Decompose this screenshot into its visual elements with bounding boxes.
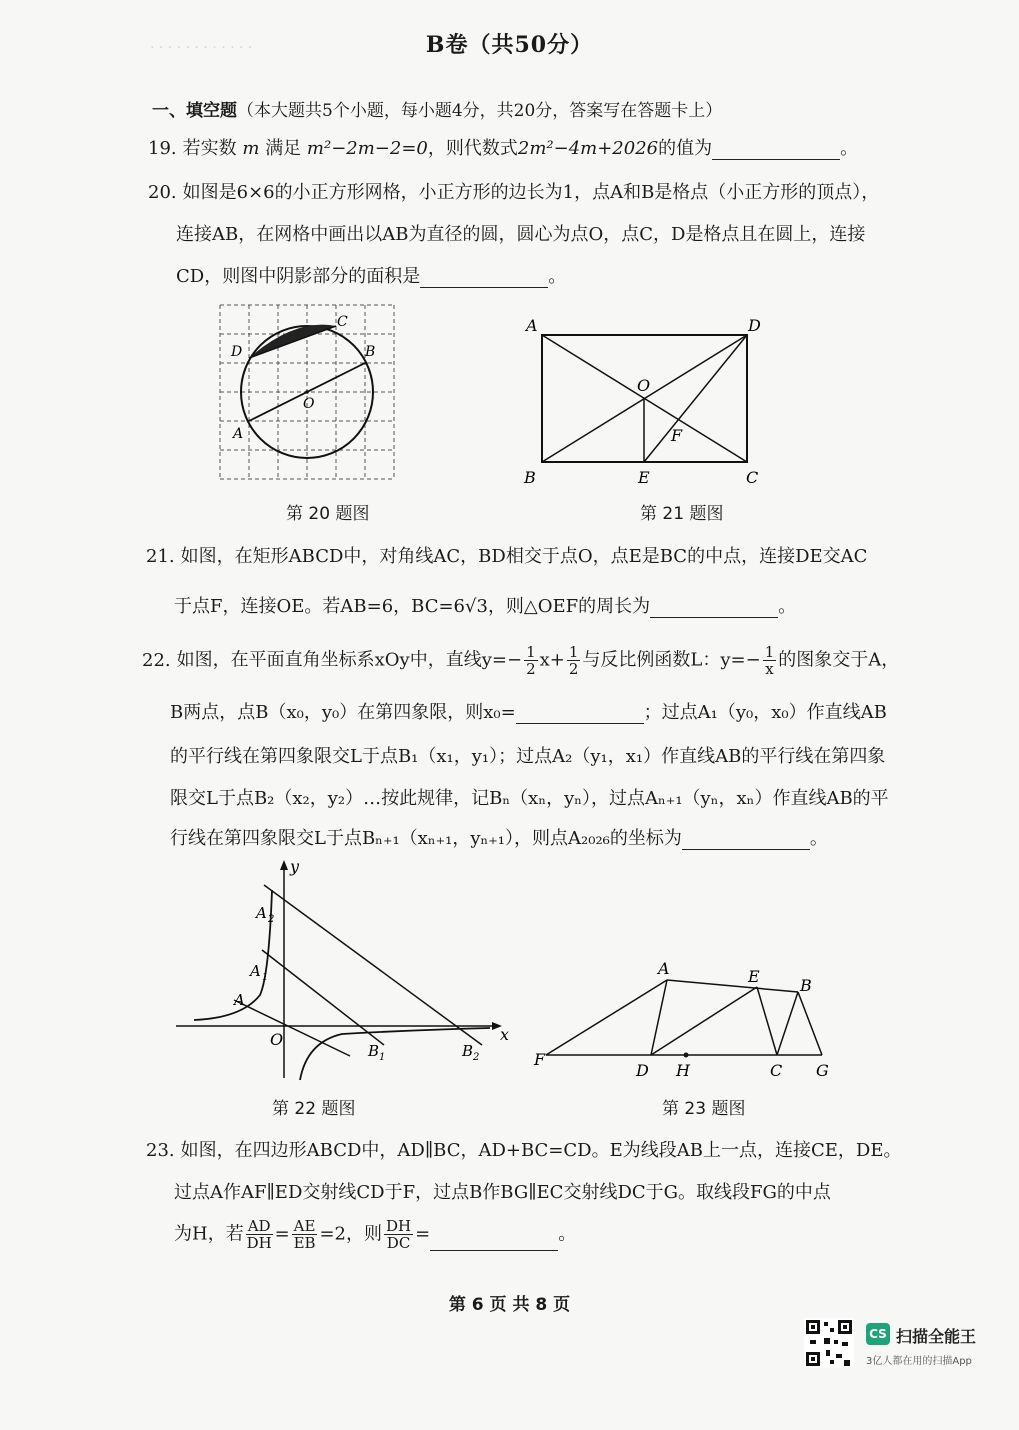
answer-blank[interactable] — [420, 269, 548, 288]
fraction-denominator: 2 — [568, 660, 579, 678]
figure-21-rectangle — [520, 315, 770, 490]
section-b-title: B卷（共50分） — [425, 32, 594, 58]
question-21-line1 — [146, 542, 867, 568]
question-20-line2: 连接AB，在网格中画出以AB为直径的圆，圆心为点O，点C，D是格点且在圆上，连接 — [176, 224, 866, 245]
section-label: 一、填空题 — [152, 101, 237, 121]
q21-text: ，则△OEF的周长为 — [487, 596, 651, 617]
question-22-line4: 限交L于点B₂（x₂，y₂）…按此规律，记Bₙ（xₙ，yₙ），过点Aₙ₊₁（yₙ，xₙ）作直线AB的平 — [170, 788, 889, 809]
question-19 — [148, 134, 858, 160]
question-22-line2 — [170, 698, 887, 724]
fig21-label-f: F — [671, 426, 683, 445]
fraction-denominator: x — [765, 660, 774, 678]
fig20-label-d: D — [231, 344, 243, 360]
q19-text: ，则代数式 — [427, 138, 518, 159]
q22-text: B两点，点B（x₀，y₀）在第四象限，则x₀= — [170, 702, 516, 723]
q22-end: 。 — [809, 828, 828, 849]
fig21-label-o: O — [637, 376, 651, 395]
fig23-label-d: D — [636, 1061, 649, 1080]
q19-expression: 2m²−4m+2026 — [517, 138, 659, 159]
q21-sqrt: √3 — [465, 596, 488, 617]
figure-23-quadrilateral — [530, 958, 840, 1083]
fig23-label-a: A — [658, 959, 670, 978]
q19-variable: m — [242, 138, 260, 159]
q23-text: = — [415, 1223, 431, 1245]
question-22-line3: 的平行线在第四象限交L于点B₁（x₁，y₁）；过点A₂（y₁，x₁）作直线AB的平行线在第四象 — [170, 746, 886, 767]
fraction-half — [524, 644, 538, 677]
section-heading — [152, 96, 722, 121]
fig21-label-a: A — [526, 316, 538, 335]
fraction-dh-dc — [384, 1218, 413, 1251]
figure-21-caption: 第 21 题图 — [640, 504, 724, 524]
camscanner-slogan: 3亿人都在用的扫描App — [866, 1356, 972, 1367]
answer-blank[interactable] — [516, 705, 644, 724]
camscanner-name: 扫描全能王 — [896, 1327, 977, 1346]
q21-end: 。 — [778, 596, 797, 617]
fraction-numerator: AE — [293, 1217, 316, 1235]
fig21-label-b: B — [524, 468, 536, 487]
q19-equation: m²−2m−2=0 — [306, 138, 428, 159]
fig23-label-e: E — [748, 967, 760, 986]
fraction-half — [567, 644, 581, 677]
q19-text: 若实数 — [182, 138, 237, 159]
fraction-numerator: 1 — [526, 643, 536, 661]
fig22-label-a2: A — [256, 904, 267, 922]
fig23-label-f: F — [534, 1050, 546, 1069]
q22-text: 的图象交于A， — [778, 649, 900, 671]
fig21-label-e: E — [638, 468, 650, 487]
fraction-denominator: EB — [293, 1234, 316, 1252]
fraction-numerator: DH — [386, 1217, 412, 1235]
q22-text: 行线在第四象限交L于点Bₙ₊₁（xₙ₊₁，yₙ₊₁），则点A₂₀₂₆的坐标为 — [170, 828, 682, 849]
fig22-label-b2: B — [462, 1042, 474, 1060]
answer-blank[interactable] — [712, 141, 840, 160]
fig23-label-b: B — [800, 976, 812, 995]
q23-text: 如图，在四边形ABCD中，AD∥BC，AD+BC=CD。E为线段AB上一点，连接CE，DE。 — [180, 1140, 902, 1161]
figure-20-caption: 第 20 题图 — [286, 504, 370, 524]
q20-end: 。 — [548, 266, 567, 287]
answer-blank[interactable] — [430, 1232, 558, 1251]
question-23-line3 — [174, 1218, 576, 1251]
figure-22-caption: 第 22 题图 — [272, 1099, 356, 1119]
q23-text: = — [274, 1223, 290, 1245]
figure-22-coordinate-plane — [172, 850, 512, 1085]
fig21-label-d: D — [748, 316, 761, 335]
fig22-label-a: A — [234, 991, 245, 1009]
fig22-label-a1: A — [250, 962, 261, 980]
q20-text: 如图是6×6的小正方形网格，小正方形的边长为1，点A和B是格点（小正方形的顶点）， — [182, 182, 880, 203]
fig23-label-h: H — [676, 1061, 690, 1080]
figure-20-grid-circle — [215, 300, 400, 485]
fig22-label-b1: B — [368, 1042, 380, 1060]
q22-text: 如图，在平面直角坐标系xOy中，直线y=− — [176, 649, 523, 671]
question-22-line1 — [142, 644, 899, 677]
question-number: 20. — [148, 182, 177, 203]
q22-text: 与反比例函数L：y=− — [582, 649, 761, 671]
question-21-line2 — [174, 592, 796, 618]
q23-text: 为H，若 — [174, 1223, 244, 1245]
fraction-denominator: DC — [386, 1234, 411, 1252]
fig20-label-b: B — [365, 344, 376, 360]
camscanner-logo-icon: CS — [866, 1323, 890, 1345]
q20-text: CD，则图中阴影部分的面积是 — [176, 266, 421, 287]
fig22-label-y: y — [290, 857, 300, 876]
fig22-label-o: O — [270, 1030, 284, 1049]
fraction-ad-dh — [246, 1218, 273, 1251]
question-number: 19. — [148, 138, 177, 159]
q23-text: =2，则 — [319, 1223, 382, 1245]
question-23-line2: 过点A作AF∥ED交射线CD于F，过点B作BG∥EC交射线DC于G。取线段FG的中点 — [174, 1182, 831, 1203]
svg-text:2: 2 — [473, 1052, 480, 1063]
question-23-line1 — [146, 1136, 901, 1162]
fig20-label-c: C — [337, 314, 348, 330]
figure-23-caption: 第 23 题图 — [662, 1099, 746, 1119]
fraction-numerator: 1 — [764, 643, 775, 661]
question-20-line1 — [148, 178, 879, 204]
bleed-through-text: · · · · · · · · · · · · — [150, 40, 253, 56]
fig23-label-c: C — [770, 1061, 783, 1080]
page-footer: 第 6 页 共 8 页 — [448, 1295, 571, 1315]
fraction-denominator: DH — [246, 1234, 272, 1252]
question-number: 23. — [146, 1140, 175, 1161]
q19-text: 满足 — [265, 138, 302, 159]
q19-end: 。 — [840, 138, 859, 159]
fraction-ae-eb — [292, 1218, 318, 1251]
fig23-label-g: G — [816, 1061, 829, 1080]
q22-text: ；过点A₁（y₀，x₀）作直线AB — [643, 702, 887, 723]
q19-text: 的值为 — [658, 138, 713, 159]
fraction-inverse-x — [763, 644, 777, 677]
q23-end: 。 — [558, 1223, 577, 1245]
question-20-line3 — [176, 262, 566, 288]
fig20-label-a: A — [233, 426, 244, 442]
q21-text: 如图，在矩形ABCD中，对角线AC，BD相交于点O，点E是BC的中点，连接DE交AC — [180, 546, 868, 567]
fig22-label-x: x — [500, 1025, 510, 1044]
q22-text: x+ — [539, 649, 565, 671]
fig20-label-o: O — [303, 396, 315, 412]
qr-code-icon — [804, 1318, 854, 1368]
svg-text:1: 1 — [262, 972, 269, 983]
q21-text: 于点F，连接OE。若AB=6，BC=6 — [174, 596, 466, 617]
answer-blank[interactable] — [682, 831, 810, 850]
svg-text:2: 2 — [268, 914, 275, 925]
svg-text:1: 1 — [379, 1052, 386, 1063]
answer-blank[interactable] — [650, 599, 778, 618]
fig21-label-c: C — [746, 468, 759, 487]
question-22-line5 — [170, 824, 828, 850]
question-number: 21. — [146, 546, 175, 567]
section-description: （本大题共5个小题，每小题4分，共20分，答案写在答题卡上） — [237, 101, 723, 121]
question-number: 22. — [142, 649, 171, 671]
fraction-numerator: AD — [247, 1217, 271, 1235]
fraction-denominator: 2 — [526, 660, 536, 678]
fraction-numerator: 1 — [568, 643, 579, 661]
